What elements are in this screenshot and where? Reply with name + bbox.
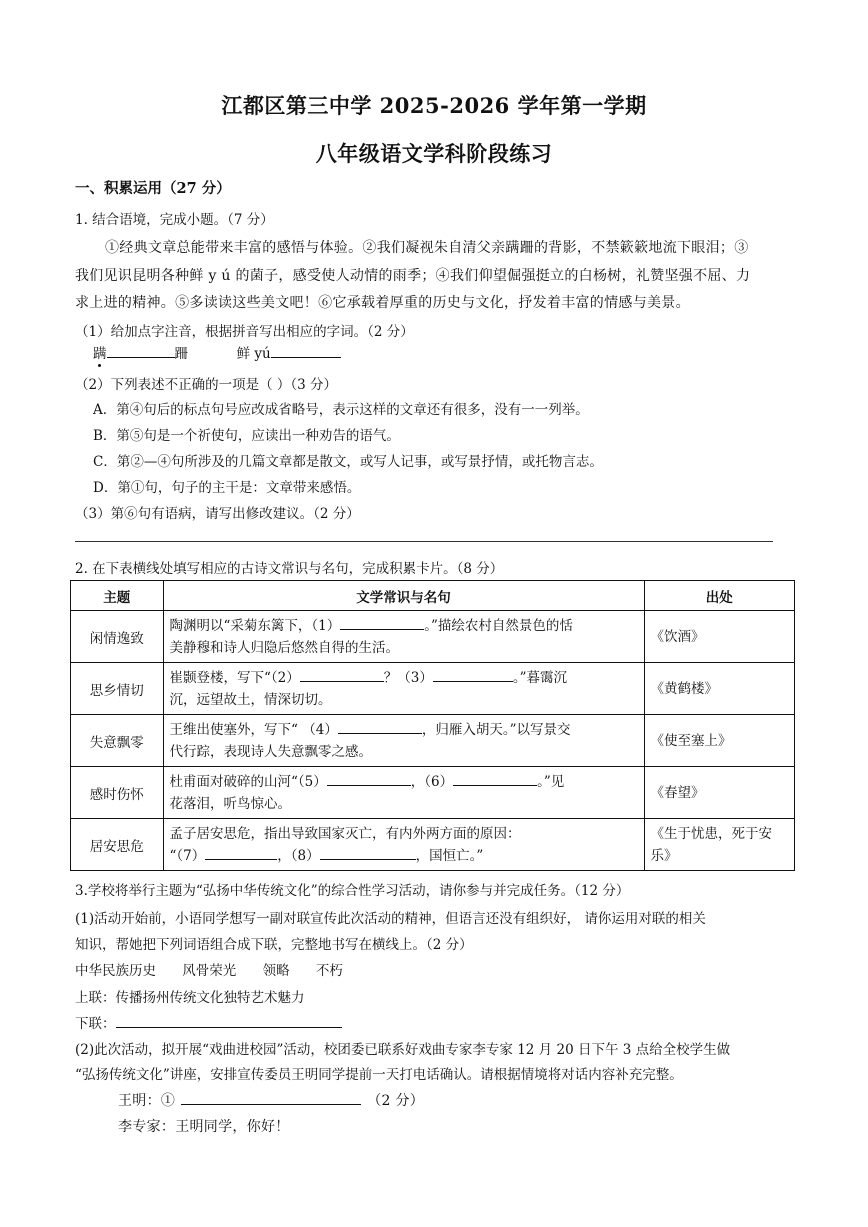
knowledge-card-table [70,580,795,871]
row-content: 王维出使塞外，写下“ （4） ，归雁入胡天。”以写景交 代行踪，表现诗人失意飘零之感。 [163,715,644,767]
q3-sub1-line-1: (1)活动开始前，小语同学想写一副对联宣传此次活动的精神，但语言还没有组织好， 请你运用对联的相关 [75,911,706,927]
word-bank [75,959,343,979]
word-char: 跚 [174,346,188,362]
row-source: 《使至塞上》 [644,715,795,767]
option-a: A．第④句后的标点句号应改成省略号，表示这样的文章还有很多，没有一一列举。 [93,402,589,418]
upper-couplet: 上联：传播扬州传统文化独特艺术魅力 [75,990,305,1006]
q3-sub2-line-1: (2)此次活动，拟开展“戏曲进校园”活动，校团委已联系好戏曲专家李专家 12 月 20 日下午 3 点给全校学生做 [75,1042,731,1058]
pinyin-word: 鲜 yú [236,346,271,362]
fill-blank-5[interactable] [327,772,411,786]
table-row [71,715,795,767]
word-item: 不朽 [315,963,343,979]
lower-couplet: 下联： [75,1012,342,1032]
fill-blank-4[interactable] [338,720,422,734]
option-b: B．第⑤句是一个祈使句，应读出一种劝告的语气。 [93,428,400,444]
dotted-char: 蹒 [93,346,107,362]
q1-sub1-answers [93,342,341,362]
word-item: 风骨荣光 [182,963,237,979]
q1-passage-line-3: 求上进的精神。⑤多读读这些美文吧！⑥它承载着厚重的历史与文化，抒发着丰富的情感与美景。 [75,295,690,311]
q1-sub3-stem: （3）第⑥句有语病，请写出修改建议。（2 分） [75,506,360,522]
dialog-wangming: 王明：① （2 分） [118,1090,424,1110]
header-theme: 主题 [71,581,164,611]
row-content: 崔颢登楼，写下“（2） ？（3） 。”暮霭沉 沉，远望故土，情深切切。 [163,663,644,715]
answer-blank-1[interactable] [107,343,175,358]
q1-sub1-stem: （1）给加点字注音，根据拼音写出相应的字词。（2 分） [75,324,414,340]
q2-stem: 2. 在下表横线处填写相应的古诗文常识与名句，完成积累卡片。（8 分） [75,561,504,577]
q1-passage-line-2: 我们见识昆明各种鲜 y ú 的菌子，感受使人动情的雨季；④我们仰望倔强挺立的白杨树，礼赞坚强不屈、力 [75,268,751,284]
q3-stem: 3.学校将举行主题为“弘扬中华传统文化”的综合性学习活动，请你参与并完成任务。（12 分） [75,883,630,899]
fill-blank-1[interactable] [340,616,424,630]
dialog-blank-1[interactable] [181,1090,361,1105]
q3-sub1-line-2: 知识，帮她把下列词语组合成下联，完整地书写在横线上。（2 分） [75,937,473,953]
fill-blank-7[interactable] [205,846,277,860]
answer-line[interactable] [75,541,773,542]
dialog-expert: 李专家：王明同学，你好！ [118,1119,290,1135]
option-c: C．第②—④句所涉及的几篇文章都是散文，或写人记事，或写景抒情，或托物言志。 [93,454,603,470]
row-source: 《黄鹤楼》 [644,663,795,715]
word-item: 中华民族历史 [75,963,156,979]
row-source: 《生于忧患，死于安 乐》 [644,819,795,871]
q1-passage-line-1: ①经典文章总能带来丰富的感悟与体验。②我们凝视朱自清父亲蹒跚的背影，不禁簌簌地流下眼泪；③ [105,240,749,256]
word-item: 领略 [262,963,290,979]
header-source: 出处 [644,581,795,611]
row-content: 陶渊明以“采菊东篱下，（1） 。”描绘农村自然景色的恬 美静穆和诗人归隐后悠然自得的生活。 [163,611,644,663]
row-content: 杜甫面对破碎的山河“（5） ，（6） 。”见 花落泪，听鸟惊心。 [163,767,644,819]
table-header-row [71,581,795,611]
table-row [71,767,795,819]
table-row [71,819,795,871]
section-heading: 一、积累运用（27 分） [75,180,231,197]
fill-blank-8[interactable] [320,846,416,860]
row-content: 孟子居安思危，指出导致国家灭亡，有内外两方面的原因： “（7） ，（8） ，国恒亡。” [163,819,644,871]
exam-title: 八年级语文学科阶段练习 [315,141,553,166]
row-theme: 居安思危 [71,819,164,871]
row-theme: 失意飘零 [71,715,164,767]
row-source: 《饮酒》 [644,611,795,663]
fill-blank-2[interactable] [300,668,384,682]
table-row [71,663,795,715]
q1-sub2-stem: （2）下列表述不正确的一项是（ ）（3 分） [75,377,338,393]
fill-blank-6[interactable] [453,772,537,786]
fill-blank-3[interactable] [433,668,513,682]
row-theme: 感时伤怀 [71,767,164,819]
table-row [71,611,795,663]
header-knowledge: 文学常识与名句 [163,581,644,611]
q3-sub2-line-2: “弘扬传统文化”讲座，安排宣传委员王明同学提前一天打电话确认。请根据情境将对话内容补充完整。 [75,1067,683,1083]
row-theme: 闲情逸致 [71,611,164,663]
answer-blank-2[interactable] [271,343,341,358]
q1-stem: 1. 结合语境，完成小题。（7 分） [75,212,274,228]
option-d: D．第①句，句子的主干是：文章带来感悟。 [93,480,361,496]
lower-couplet-blank[interactable] [116,1013,342,1028]
school-title: 江都区第三中学 2025-2026 学年第一学期 [221,93,647,118]
row-theme: 思乡情切 [71,663,164,715]
row-source: 《春望》 [644,767,795,819]
